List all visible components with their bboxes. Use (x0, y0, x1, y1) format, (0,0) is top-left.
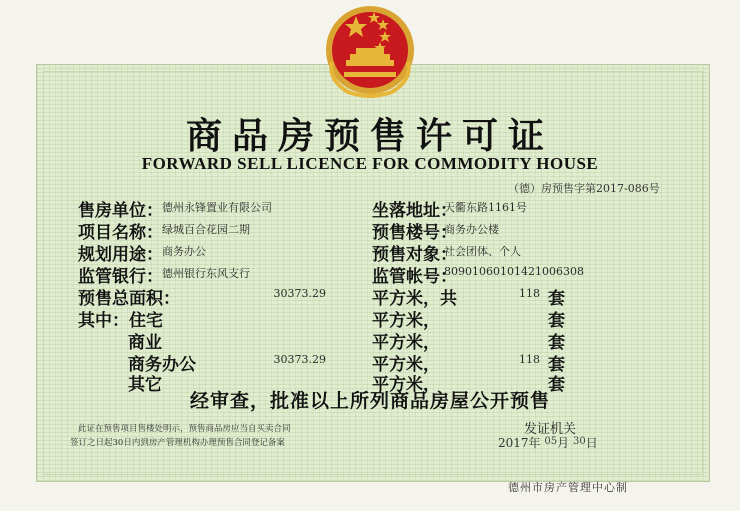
area-row-total-count-unit: 套 (548, 289, 565, 309)
target-value: 社会团体、个人 (444, 245, 521, 258)
notice-line-1: 此证在预售项目售楼处明示，预售商品房应当自买卖合同 (78, 424, 291, 434)
issuing-authority: 发证机关 (524, 422, 577, 437)
area-row-residential-label: 其中：住宅 (78, 311, 163, 331)
project-label: 项目名称： (78, 223, 163, 243)
building-label: 预售楼号： (372, 223, 457, 243)
certificate-number-suffix: 号 (648, 182, 660, 195)
bank-value: 德州银行东风支行 (162, 267, 250, 280)
area-row-office-area: 30373.29 (273, 353, 326, 366)
account-value: 809010601014210063​08 (444, 265, 584, 278)
issue-date-day-unit: 日 (585, 436, 598, 450)
certificate-number-prefix: （德） (508, 182, 541, 195)
area-row-office-count-unit: 套 (548, 355, 565, 375)
location-value: 天衢东路1161号 (444, 201, 527, 214)
certificate-title: 商品房预售许可证 (185, 116, 554, 157)
area-row-office-unit: 平方米， (372, 355, 440, 375)
usage-label: 规划用途： (78, 245, 163, 265)
issue-date-day: 30 (572, 436, 586, 447)
seller-label: 售房单位： (78, 201, 163, 221)
area-row-total-label: 预售总面积： (78, 289, 180, 309)
building-value: 商务办公楼 (444, 223, 499, 236)
certificate-subtitle: FORWARD SELL LICENCE FOR COMMODITY HOUSE (141, 154, 599, 173)
issue-date-month: 05 (544, 436, 558, 447)
area-row-office-label: 商务办公 (128, 355, 196, 375)
issue-date-year-unit: 年 (528, 436, 541, 450)
area-row-total-unit: 平方米，共 (372, 289, 457, 309)
certificate-number (508, 180, 660, 196)
area-row-total-count: 118 (519, 287, 540, 300)
certificate-number-value: 2017-086 (596, 182, 649, 195)
approval-statement: 经审查，批准以上所列商品房屋公开预售 (189, 390, 550, 412)
area-row-other-unit: 平方米， (372, 375, 440, 395)
area-row-other-label: 其它 (128, 375, 162, 395)
area-row-office-count: 118 (519, 353, 540, 366)
area-row-commercial-unit: 平方米， (372, 333, 440, 353)
project-value: 绿城百合花园二期 (162, 223, 250, 236)
area-row-residential-count-unit: 套 (548, 311, 565, 331)
seller-value: 德州永锋置业有限公司 (162, 201, 272, 214)
notice-line-2: 签订之日起30日内到房产管理机构办理预售合同登记备案 (70, 438, 285, 448)
location-label: 坐落地址： (372, 201, 457, 221)
issue-date (498, 434, 598, 451)
area-row-commercial-count-unit: 套 (548, 333, 565, 353)
target-label: 预售对象： (372, 245, 457, 265)
bank-label: 监管银行： (78, 267, 163, 287)
national-emblem-icon (318, 2, 422, 102)
area-row-residential-unit: 平方米， (372, 311, 440, 331)
usage-value: 商务办公 (162, 245, 206, 258)
issue-date-month-unit: 月 (557, 436, 570, 450)
account-label: 监管帐号： (372, 267, 457, 287)
area-row-total-area: 30373.29 (273, 287, 326, 300)
maker-footer: 德州市房产管理中心制 (508, 481, 628, 494)
issue-date-year: 2017 (498, 436, 529, 450)
certificate-number-middle: 房预售字第 (541, 182, 596, 195)
area-row-commercial-label: 商业 (128, 333, 162, 353)
area-row-other-count-unit: 套 (548, 375, 565, 395)
